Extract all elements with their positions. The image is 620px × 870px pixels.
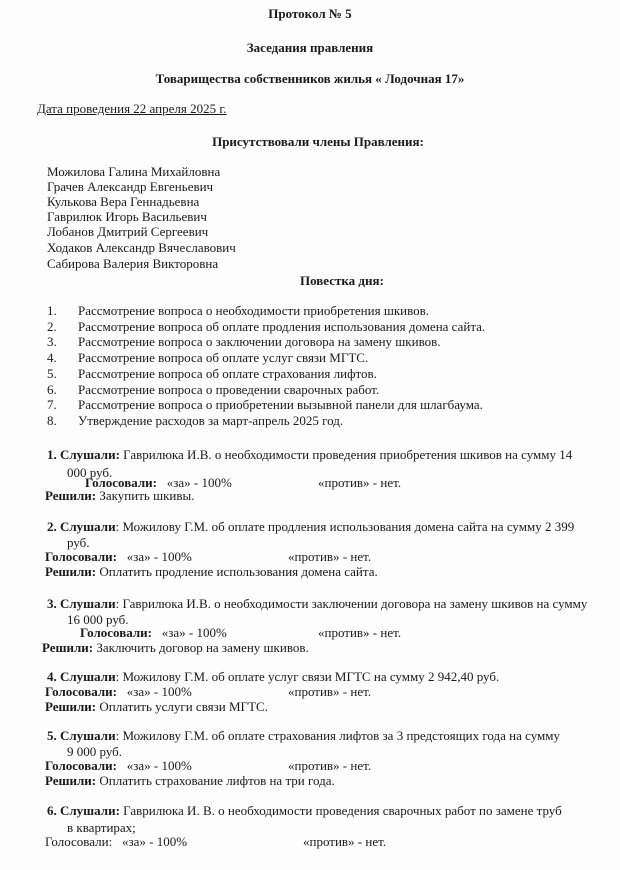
- section-3-vote: Голосовали: «за» - 100%: [80, 625, 227, 640]
- section-5-heard-cont: 9 000 руб.: [67, 744, 123, 759]
- agenda-item-number: 2.: [47, 318, 57, 334]
- section-4-decision: Решили: Оплатить услуги связи МГТС.: [45, 699, 268, 714]
- section-6-heard-cont: в квартирах;: [67, 820, 136, 835]
- attendee-name: Лобанов Дмитрий Сергеевич: [47, 224, 209, 239]
- section-3-decision: Решили: Заключить договор на замену шкивов.: [42, 640, 309, 655]
- section-2-heard-cont: руб.: [67, 535, 90, 550]
- section-4-against: «против» - нет.: [288, 684, 372, 699]
- attendee-name: Кулькова Вера Геннадьевна: [47, 194, 200, 209]
- attendee-name: Гаврилюк Игорь Васильевич: [47, 209, 207, 224]
- section-6-against: «против» - нет.: [303, 834, 387, 849]
- agenda-item-number: 8.: [47, 412, 57, 428]
- section-5-against: «против» - нет.: [288, 758, 372, 773]
- agenda-item-text: Утверждение расходов за март-апрель 2025 год.: [78, 412, 344, 428]
- document-subtitle: Заседания правления: [246, 40, 374, 55]
- attendee-name: Сабирова Валерия Викторовна: [47, 256, 219, 271]
- agenda-item-text: Рассмотрение вопроса о заключении договора на замену шкивов.: [78, 334, 441, 350]
- section-5-vote: Голосовали: «за» - 100%: [45, 758, 192, 773]
- section-6-heard: 6. Слушали: Гаврилюка И. В. о необходимости проведения сварочных работ по замене труб: [47, 803, 562, 818]
- agenda-item-number: 6.: [47, 381, 57, 397]
- section-2-decision: Решили: Оплатить продление использования домена сайта.: [45, 564, 378, 579]
- section-4-heard: 4. Слушали: Можилову Г.М. об оплате услуг связи МГТС на сумму 2 942,40 руб.: [47, 669, 500, 684]
- section-2-against: «против» - нет.: [288, 549, 372, 564]
- section-1-vote: Голосовали: «за» - 100%: [85, 475, 232, 490]
- section-6-vote: Голосовали: «за» - 100%: [45, 834, 188, 849]
- section-2-heard: 2. Слушали: Можилову Г.М. об оплате продления использования домена сайта на сумму 2 399: [47, 519, 575, 534]
- agenda-item-text: Рассмотрение вопроса об оплате услуг связи МГТС.: [78, 350, 369, 366]
- agenda-item-number: 7.: [47, 397, 57, 413]
- attendees-heading: Присутствовали члены Правления:: [212, 134, 424, 149]
- agenda-item-number: 5.: [47, 365, 57, 381]
- section-3-heard-cont: 16 000 руб.: [67, 612, 129, 627]
- attendee-name: Можилова Галина Михайловна: [47, 164, 221, 179]
- attendee-name: Ходаков Александр Вячеславович: [47, 240, 236, 255]
- agenda-heading: Повестка дня:: [300, 273, 384, 288]
- agenda-item-text: Рассмотрение вопроса об оплате продления использования домена сайта.: [78, 318, 486, 334]
- section-3-heard: 3. Слушали: Гаврилюка И.В. о необходимости заключении договора на замену шкивов на сумму: [47, 596, 588, 611]
- agenda-item-text: Рассмотрение вопроса о приобретении вызывной панели для шлагбаума.: [78, 397, 483, 413]
- meeting-date: Дата проведения 22 апреля 2025 г.: [37, 101, 227, 116]
- agenda-item-number: 1.: [47, 303, 57, 318]
- attendee-name: Грачев Александр Евгеньевич: [47, 179, 214, 194]
- section-1-decision: Решили: Закупить шкивы.: [45, 488, 195, 503]
- agenda-item-text: Рассмотрение вопроса о необходимости приобретения шкивов.: [78, 303, 430, 318]
- agenda-item-text: Рассмотрение вопроса о проведении сварочных работ.: [78, 381, 380, 397]
- section-4-vote: Голосовали: «за» - 100%: [45, 684, 192, 699]
- section-5-heard: 5. Слушали: Можилову Г.М. об оплате страхования лифтов за 3 предстоящих года на сумму: [47, 728, 560, 743]
- section-1-heard-cont: 000 руб.: [67, 465, 113, 480]
- agenda-item-text: Рассмотрение вопроса об оплате страхования лифтов.: [78, 365, 377, 381]
- organization-name: Товарищества собственников жилья « Лодочная 17»: [155, 71, 465, 86]
- agenda-item-number: 4.: [47, 350, 57, 366]
- section-3-against: «против» - нет.: [318, 625, 402, 640]
- agenda-item-number: 3.: [47, 334, 57, 350]
- section-1-heard: 1. Слушали: Гаврилюка И.В. о необходимости проведения приобретения шкивов на сумму 14: [47, 447, 573, 462]
- section-1-against: «против» - нет.: [318, 475, 402, 490]
- document-title: Протокол № 5: [268, 6, 352, 21]
- section-2-vote: Голосовали: «за» - 100%: [45, 549, 192, 564]
- section-5-decision: Решили: Оплатить страхование лифтов на три года.: [45, 773, 335, 788]
